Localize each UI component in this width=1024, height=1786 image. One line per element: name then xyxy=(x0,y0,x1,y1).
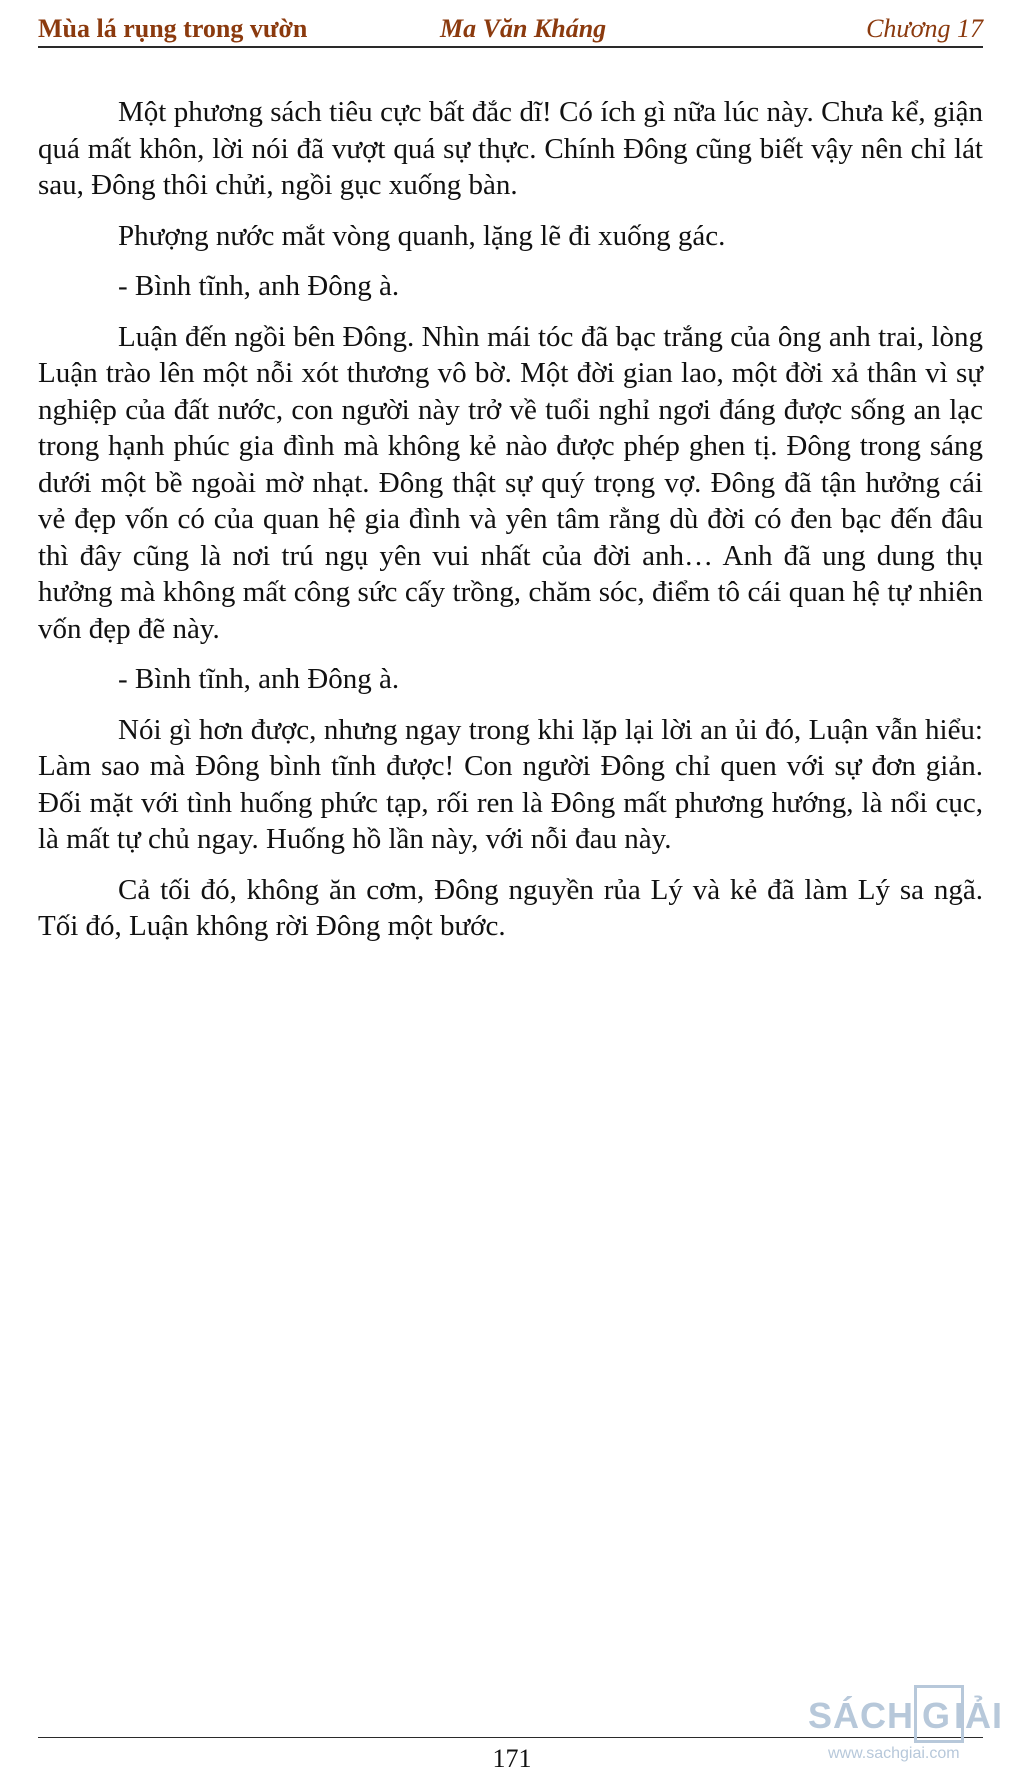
watermark-url: www.sachgiai.com xyxy=(828,1745,960,1762)
watermark-brand-boxed: G xyxy=(922,1695,951,1736)
chapter-label: Chương 17 xyxy=(866,14,983,43)
paragraph: - Bình tĩnh, anh Đông à. xyxy=(118,663,400,695)
author-name: Ma Văn Kháng xyxy=(440,14,607,43)
paragraph: Cả tối đó, không ăn cơm, Đông nguyền rủa Lý và kẻ đã làm Lý sa ngã. Tối đó, Luận không rời Đông một bước. xyxy=(38,873,983,942)
paragraph: - Bình tĩnh, anh Đông à. xyxy=(118,270,400,302)
page-number: 171 xyxy=(492,1744,532,1773)
watermark-brand-right: IẢI xyxy=(954,1695,1004,1736)
page-header xyxy=(38,10,983,48)
paragraph: Luận đến ngồi bên Đông. Nhìn mái tóc đã bạc trắng của ông anh trai, lòng Luận trào lên một nỗi xót thương vô bờ. Một đời gian lao, một đời xả thân vì sự nghiệp của đất nước, con người này trở về tuổi nghỉ ngơi đáng được sống an lạc trong hạnh phúc gia đình mà không kẻ nào được phép ghen tị. Đông trong sáng dưới một bề ngoài mờ nhạt. Đông thật sự quý trọng vợ. Đông đã tận hưởng cái vẻ đẹp vốn có của quan hệ gia đình và yên tâm rằng dù đời có đen bạc đến đâu thì đây cũng là nơi trú ngụ yên vui nhất của đời anh… Anh đã ung dung thụ hưởng mà không mất công sức cấy trồng, chăm sóc, điểm tô cái quan hệ tự nhiên vốn đẹp đẽ này. xyxy=(38,320,983,645)
paragraph: Nói gì hơn được, nhưng ngay trong khi lặp lại lời an ủi đó, Luận vẫn hiểu: Làm sao mà Đông bình tĩnh được! Con người Đông chỉ quen với sự đơn giản. Đối mặt với tình huống phức tạp, rối ren là Đông mất phương hướng, là nổi cục, là mất tự chủ ngay. Huống hồ lần này, với nỗi đau này. xyxy=(38,713,983,855)
sachgiai-watermark-logo xyxy=(808,1683,1018,1773)
book-title: Mùa lá rụng trong vườn xyxy=(38,14,308,43)
paragraph: Phượng nước mắt vòng quanh, lặng lẽ đi xuống gác. xyxy=(118,219,726,252)
page-body xyxy=(38,94,983,959)
watermark-brand-left: SÁCH xyxy=(808,1695,915,1736)
paragraph: Một phương sách tiêu cực bất đắc dĩ! Có ích gì nữa lúc này. Chưa kể, giận quá mất khôn, lời nói đã vượt quá sự thực. Chính Đông cũng biết vậy nên chỉ lát sau, Đông thôi chửi, ngồi gục xuống bàn. xyxy=(38,96,983,201)
